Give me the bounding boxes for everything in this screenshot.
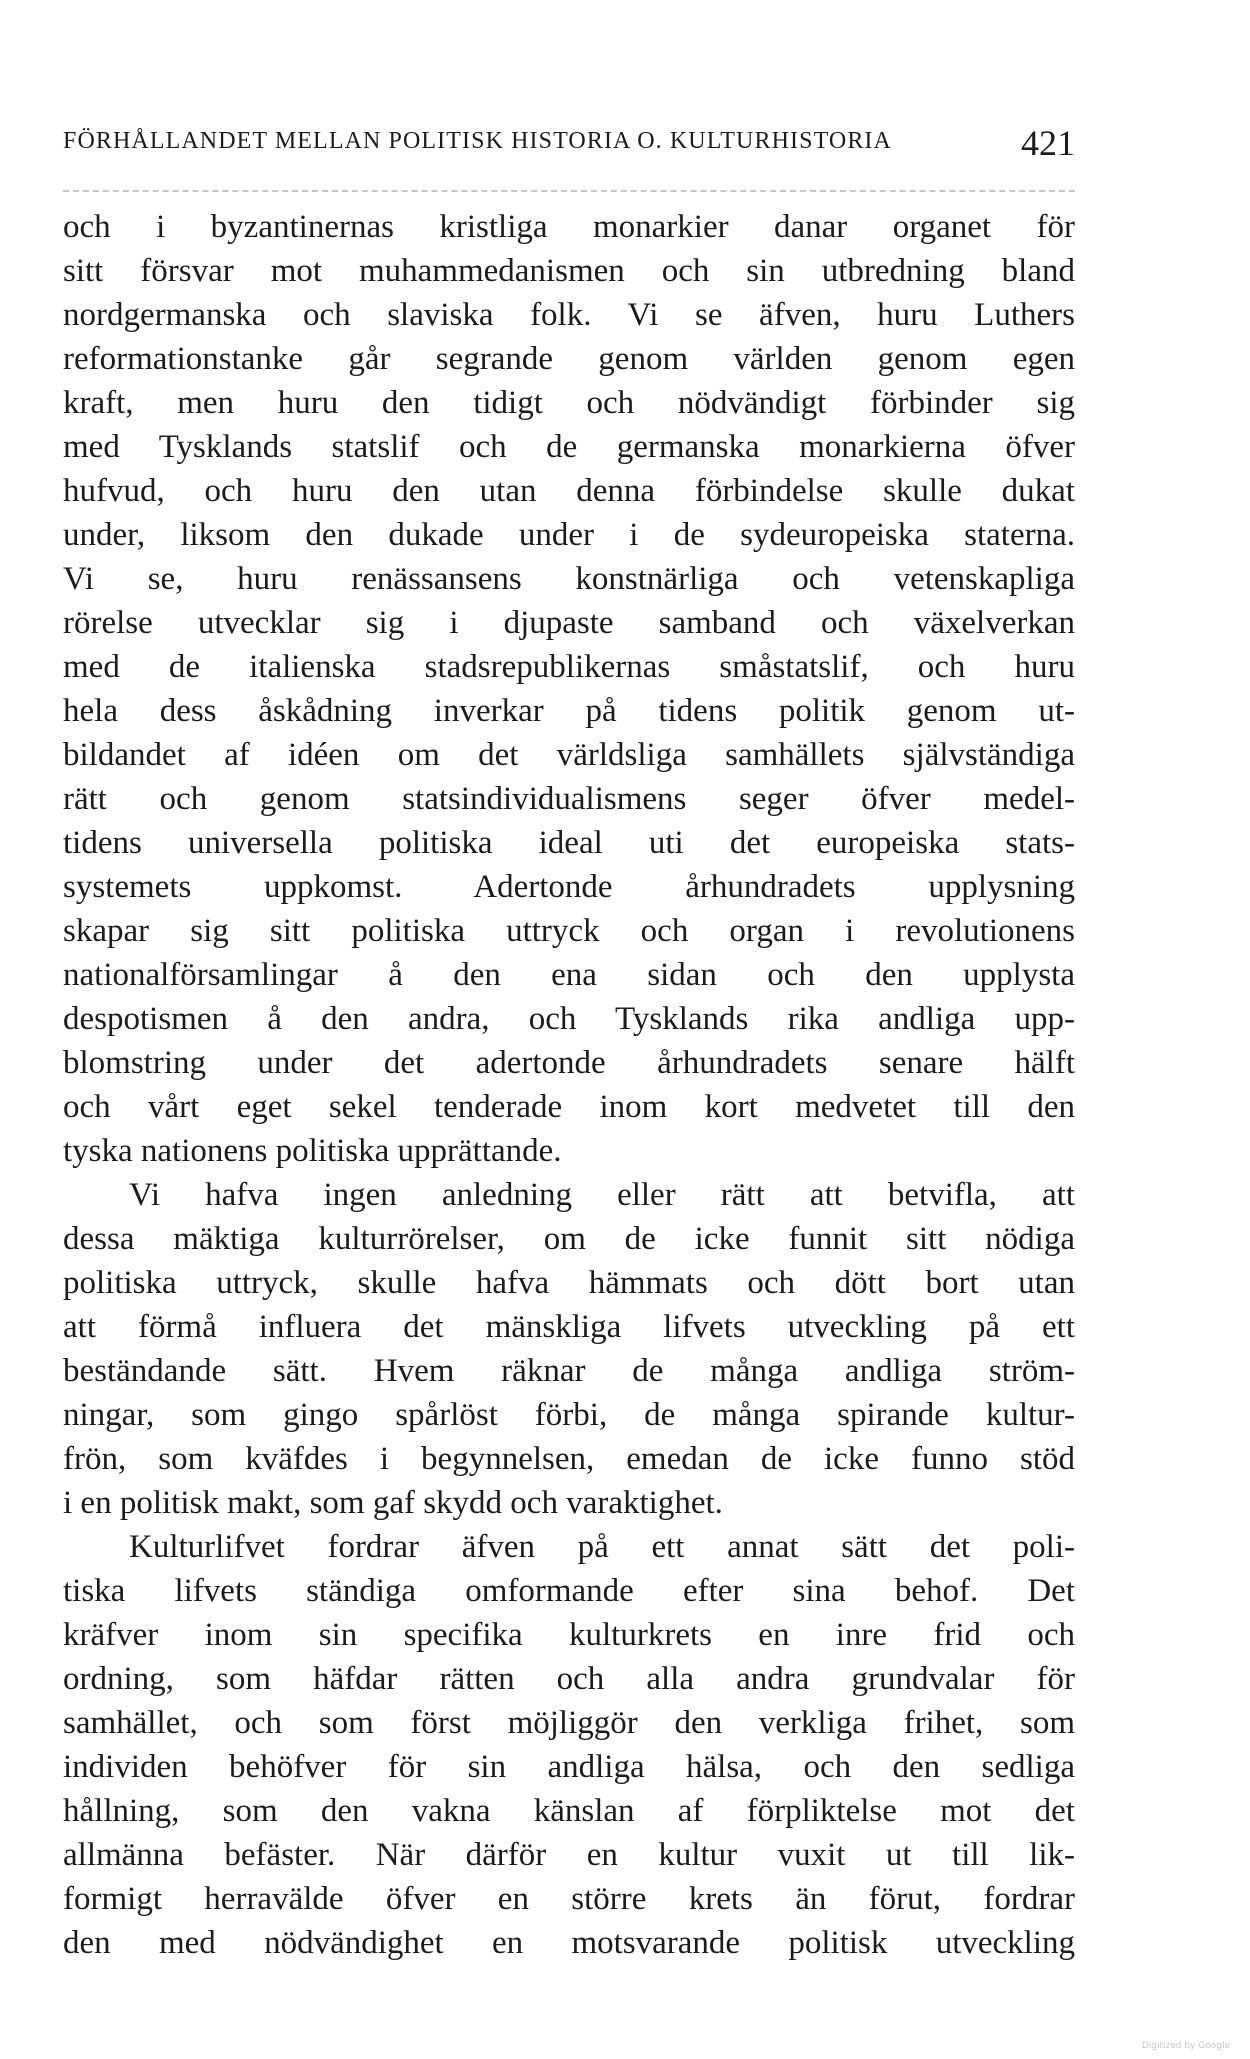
text-line: ningar, som gingo spårlöst förbi, de många spirande kultur- [63, 1397, 1075, 1433]
text-line: rörelse utvecklar sig i djupaste samband och växelverkan [63, 605, 1075, 641]
page-number: 421 [1021, 123, 1075, 163]
text-line: kraft, men huru den tidigt och nödvändigt förbinder sig [63, 385, 1075, 421]
text-line: tyska nationens politiska upprättande. [63, 1133, 562, 1169]
text-line: i en politisk makt, som gaf skydd och varaktighet. [63, 1485, 723, 1521]
text-line: kräfver inom sin specifika kulturkrets en inre frid och [63, 1617, 1075, 1653]
text-line: tidens universella politiska ideal uti det europeiska stats- [63, 825, 1075, 861]
text-line: tiska lifvets ständiga omformande efter sina behof. Det [63, 1573, 1075, 1609]
text-line: blomstring under det adertonde århundradets senare hälft [63, 1045, 1075, 1081]
text-line: reformationstanke går segrande genom världen genom egen [63, 341, 1075, 377]
scan-watermark: Digitized by Google [1141, 2041, 1230, 2051]
text-line: Vi hafva ingen anledning eller rätt att betvifla, att [129, 1177, 1075, 1213]
text-line: Vi se, huru renässansens konstnärliga och vetenskapliga [63, 561, 1075, 597]
text-line: politiska uttryck, skulle hafva hämmats och dött bort utan [63, 1265, 1075, 1301]
text-line: systemets uppkomst. Adertonde århundradets upplysning [63, 869, 1075, 905]
text-line: den med nödvändighet en motsvarande politisk utveckling [63, 1925, 1075, 1961]
text-line: individen behöfver för sin andliga hälsa, och den sedliga [63, 1749, 1075, 1785]
text-line: skapar sig sitt politiska uttryck och organ i revolutionens [63, 913, 1075, 949]
text-line: bildandet af idéen om det världsliga samhällets självständiga [63, 737, 1075, 773]
text-line: nordgermanska och slaviska folk. Vi se äfven, huru Luthers [63, 297, 1075, 333]
text-line: och vårt eget sekel tenderade inom kort medvetet till den [63, 1089, 1075, 1125]
text-line: ordning, som häfdar rätten och alla andra grundvalar för [63, 1661, 1075, 1697]
text-line: formigt herravälde öfver en större krets än förut, fordrar [63, 1881, 1075, 1917]
text-line: med de italienska stadsrepublikernas småstatslif, och huru [63, 649, 1075, 685]
text-line: rätt och genom statsindividualismens seger öfver medel- [63, 781, 1075, 817]
text-line: allmänna befäster. När därför en kultur vuxit ut till lik- [63, 1837, 1075, 1873]
text-line: och i byzantinernas kristliga monarkier danar organet för [63, 209, 1075, 245]
text-line: sitt försvar mot muhammedanismen och sin utbredning bland [63, 253, 1075, 289]
text-line: hållning, som den vakna känslan af förpliktelse mot det [63, 1793, 1075, 1829]
text-line: Kulturlifvet fordrar äfven på ett annat sätt det poli- [129, 1529, 1075, 1565]
text-line: under, liksom den dukade under i de sydeuropeiska staterna. [63, 517, 1075, 553]
running-title: FÖRHÅLLANDET MELLAN POLITISK HISTORIA O. KULTURHISTORIA [63, 128, 892, 154]
text-line: att förmå influera det mänskliga lifvets utveckling på ett [63, 1309, 1075, 1345]
text-line: samhället, och som först möjliggör den verkliga frihet, som [63, 1705, 1075, 1741]
text-line: frön, som kväfdes i begynnelsen, emedan de icke funno stöd [63, 1441, 1075, 1477]
running-header [63, 123, 1075, 168]
text-line: hela dess åskådning inverkar på tidens politik genom ut- [63, 693, 1075, 729]
header-rule [63, 190, 1075, 192]
text-line: hufvud, och huru den utan denna förbindelse skulle dukat [63, 473, 1075, 509]
text-line: nationalförsamlingar å den ena sidan och den upplysta [63, 957, 1075, 993]
text-line: med Tysklands statslif och de germanska monarkierna öfver [63, 429, 1075, 465]
text-line: dessa mäktiga kulturrörelser, om de icke funnit sitt nödiga [63, 1221, 1075, 1257]
body-text [63, 205, 1075, 1965]
text-line: beständande sätt. Hvem räknar de många andliga ström- [63, 1353, 1075, 1389]
text-line: despotismen å den andra, och Tysklands rika andliga upp- [63, 1001, 1075, 1037]
